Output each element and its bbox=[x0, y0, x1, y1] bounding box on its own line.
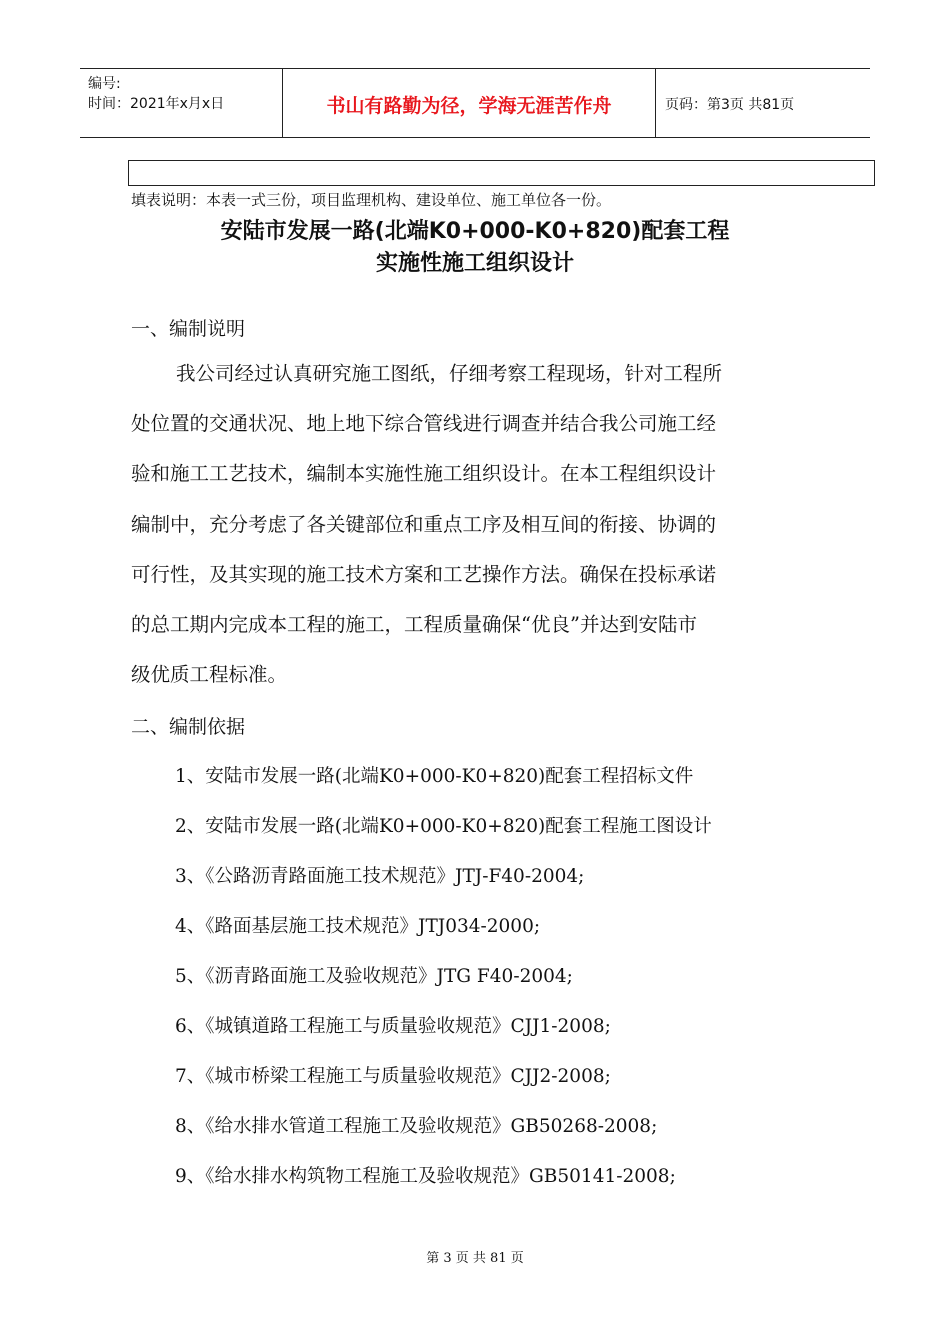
document-title-line2: 实施性施工组织设计 bbox=[375, 251, 574, 276]
page-info: 页码：第3页 共81页 bbox=[665, 97, 795, 113]
paragraph-line: 的总工期内完成本工程的施工，工程质量确保“优良”并达到安陆市 bbox=[131, 613, 697, 637]
page-footer: 第 3 页 共 81 页 bbox=[426, 1251, 524, 1266]
paragraph-line: 编制中，充分考虑了各关键部位和重点工序及相互间的衔接、协调的 bbox=[131, 512, 717, 536]
paragraph-line: 验和施工工艺技术，编制本实施性施工组织设计。在本工程组织设计 bbox=[131, 462, 717, 486]
reference-item: 2、安陆市发展一路(北端K0+000-K0+820)配套工程施工图设计 bbox=[175, 816, 712, 837]
reference-item: 4、《路面基层施工技术规范》JTJ034-2000; bbox=[175, 916, 541, 937]
section2-heading: 二、编制依据 bbox=[131, 716, 246, 738]
date-label: 时间：2021年x月x日 bbox=[88, 96, 225, 112]
header-motto-cell bbox=[282, 69, 656, 137]
paragraph-line: 可行性，及其实现的施工技术方案和工艺操作方法。确保在投标承诺 bbox=[131, 562, 717, 586]
reference-item: 1、安陆市发展一路(北端K0+000-K0+820)配套工程招标文件 bbox=[175, 766, 694, 787]
form-note: 填表说明：本表一式三份，项目监理机构、建设单位、施工单位各一份。 bbox=[131, 191, 612, 209]
reference-item: 6、《城镇道路工程施工与质量验收规范》CJJ1-2008; bbox=[175, 1016, 611, 1037]
document-title-line1: 安陆市发展一路(北端K0+000-K0+820)配套工程 bbox=[220, 219, 730, 244]
reference-item: 9、《给水排水构筑物工程施工及验收规范》GB50141-2008; bbox=[175, 1166, 676, 1187]
reference-item: 3、《公路沥青路面施工技术规范》JTJ-F40-2004; bbox=[175, 866, 585, 887]
motto-text: 书山有路勤为径，学海无涯苦作舟 bbox=[326, 95, 612, 117]
header-page-cell bbox=[655, 69, 870, 137]
reference-item: 5、《沥青路面施工及验收规范》JTG F40-2004; bbox=[175, 966, 573, 987]
page-header-table bbox=[80, 68, 870, 138]
header-meta-cell bbox=[80, 69, 282, 137]
section1-paragraph bbox=[131, 349, 803, 700]
paragraph-line: 处位置的交通状况、地上地下综合管线进行调查并结合我公司施工经 bbox=[131, 412, 717, 436]
reference-item: 7、《城市桥梁工程施工与质量验收规范》CJJ2-2008; bbox=[175, 1066, 611, 1087]
paragraph-line: 级优质工程标准。 bbox=[131, 663, 288, 687]
empty-form-row bbox=[128, 160, 875, 186]
section1-heading: 一、编制说明 bbox=[131, 318, 246, 340]
paragraph-line: 我公司经过认真研究施工图纸，仔细考察工程现场，针对工程所 bbox=[176, 362, 723, 385]
serial-number-label: 编号: bbox=[88, 76, 121, 92]
reference-item: 8、《给水排水管道工程施工及验收规范》GB50268-2008; bbox=[175, 1116, 658, 1137]
